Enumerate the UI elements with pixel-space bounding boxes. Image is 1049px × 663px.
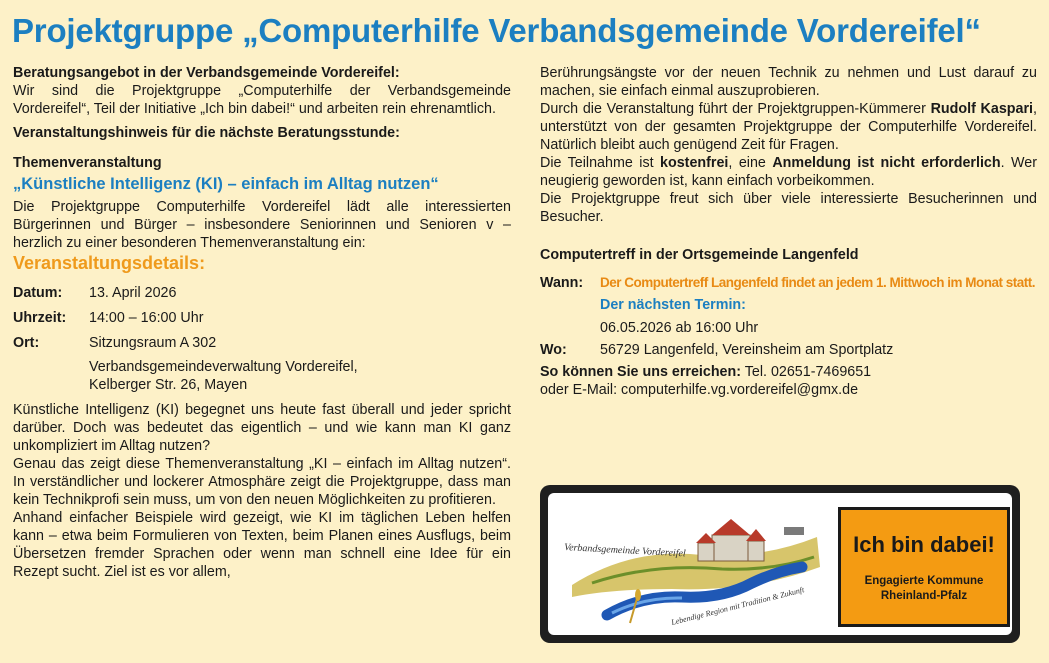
- logo-text-top: Verbandsgemeinde Vordereifel: [563, 542, 686, 560]
- date-label: Datum:: [13, 285, 63, 301]
- badge-subtitle-1: Engagierte Kommune: [864, 575, 984, 587]
- event-title: „Künstliche Intelligenz (KI) – einfach im Alltag nutzen“: [13, 175, 439, 193]
- initiative-banner: [540, 485, 1020, 643]
- verbandsgemeinde-logo: [552, 497, 830, 631]
- right-paragraph-3: [540, 154, 1037, 190]
- para3-text-c: . Wer neugierig geworden ist, kann einfach vorbeikommen.: [540, 155, 1038, 189]
- intro-text: Wir sind die Projektgruppe „Computerhilfe der Verbandsgemeinde Vordereifel“, Teil der Initiative „Ich bin dabei!“ und arbeiten rein ehrenamtlich.: [13, 83, 511, 117]
- notice-heading: Veranstaltungshinweis für die nächste Beratungsstunde:: [13, 125, 400, 141]
- para2-text-a: Durch die Veranstaltung führt der Projektgruppen-Kümmerer: [540, 101, 931, 117]
- right-paragraph-1: Berührungsängste vor der neuen Technik zu nehmen und Lust darauf zu machen, sie einfach einmal auszuprobieren.: [540, 65, 1037, 99]
- right-paragraph-4: Die Projektgruppe freut sich über viele interessierte Besucherinnen und Besucher.: [540, 191, 1037, 225]
- date-value: 13. April 2026: [89, 285, 177, 301]
- para3-text-b: , eine: [728, 155, 773, 171]
- right-column: [540, 64, 1037, 399]
- time-row: [13, 309, 511, 327]
- treff-heading: Computertreff in der Ortsgemeinde Langenfeld: [540, 247, 859, 263]
- place-value: [89, 334, 511, 394]
- next-date-label: Der nächsten Termin:: [600, 297, 746, 313]
- logo-text-bottom: Lebendige Region mit Tradition & Zukunft: [670, 585, 806, 627]
- right-paragraph-2: [540, 100, 1037, 154]
- details-heading: Veranstaltungsdetails:: [13, 253, 206, 273]
- when-text: Der Computertreff Langenfeld findet an jedem 1. Mittwoch im Monat statt.: [600, 275, 1036, 290]
- para3-text-a: Die Teilnahme ist: [540, 155, 661, 171]
- theme-label: Themenveranstaltung: [13, 155, 162, 171]
- contact-line: [540, 363, 1037, 381]
- contact-email: oder E-Mail: computerhilfe.vg.vordereifel@gmx.de: [540, 382, 859, 398]
- para2-text-b: , unterstützt von der gesamten Projektgruppe der Computerhilfe Vordereifel. Natürlich bleibt auch genügend Zeit für Fragen.: [540, 101, 1037, 153]
- when-value: [600, 274, 1037, 337]
- no-registration: Anmeldung ist nicht erforderlich: [772, 155, 1001, 171]
- ich-bin-dabei-badge: [838, 507, 1010, 627]
- where-row: [540, 341, 1037, 359]
- where-value: 56729 Langenfeld, Vereinsheim am Sportplatz: [600, 342, 894, 358]
- where-label: Wo:: [540, 342, 567, 358]
- when-row: [540, 274, 1037, 337]
- intro-heading: Beratungsangebot in der Verbandsgemeinde Vordereifel:: [13, 65, 400, 81]
- body-paragraph-2: Genau das zeigt diese Themenveranstaltung „KI – einfach im Alltag nutzen“. In verständlicher und lockerer Atmosphäre zeigt die Projektgruppe, dass man kein Technikprofi sein muss, um von den neuen Möglichkeiten zu profitieren.: [13, 456, 511, 508]
- time-value: 14:00 – 16:00 Uhr: [89, 310, 204, 326]
- badge-subtitle-2: Rheinland-Pfalz: [880, 590, 968, 602]
- place-row: [13, 334, 511, 394]
- place-building: Verbandsgemeindeverwaltung Vordereifel,: [89, 359, 358, 375]
- time-label: Uhrzeit:: [13, 310, 67, 326]
- banner-panel: [548, 493, 1012, 635]
- invite-text: Die Projektgruppe Computerhilfe Vordereifel lädt alle interessierten Bürgerinnen und Bürger – insbesondere Seniorinnen und Senioren v – herzlich zu einer besonderen Themenveranstaltung ein:: [13, 199, 511, 251]
- body-paragraph-3: Anhand einfacher Beispiele wird gezeigt, wie KI im täglichen Leben helfen kann – etwa beim Formulieren von Texten, beim Planen eines Ausflugs, beim Übersetzen fremder Sprachen oder wenn man schnell eine Idee für ein Rezept sucht. Ziel ist es vor allem,: [13, 510, 511, 580]
- page-title: Projektgruppe „Computerhilfe Verbandsgemeinde Vordereifel“: [12, 12, 981, 49]
- contact-heading: So können Sie uns erreichen:: [540, 364, 742, 380]
- when-label: Wann:: [540, 275, 584, 291]
- place-room: Sitzungsraum A 302: [89, 335, 217, 351]
- free-of-charge: kostenfrei: [660, 155, 729, 171]
- left-column: [13, 64, 511, 581]
- contact-phone: Tel. 02651-7469651: [741, 364, 872, 380]
- next-date-value: 06.05.2026 ab 16:00 Uhr: [600, 320, 759, 336]
- organizer-name: Rudolf Kaspari: [930, 101, 1034, 117]
- place-address: Kelberger Str. 26, Mayen: [89, 377, 248, 393]
- badge-title: Ich bin dabei!: [853, 532, 995, 557]
- date-row: [13, 284, 511, 302]
- body-paragraph-1: Künstliche Intelligenz (KI) begegnet uns heute fast überall und jeder spricht darüber. Doch was bedeutet das eigentlich – und wie kann man KI ganz unkompliziert im Alltag nutzen?: [13, 402, 511, 454]
- place-label: Ort:: [13, 335, 40, 351]
